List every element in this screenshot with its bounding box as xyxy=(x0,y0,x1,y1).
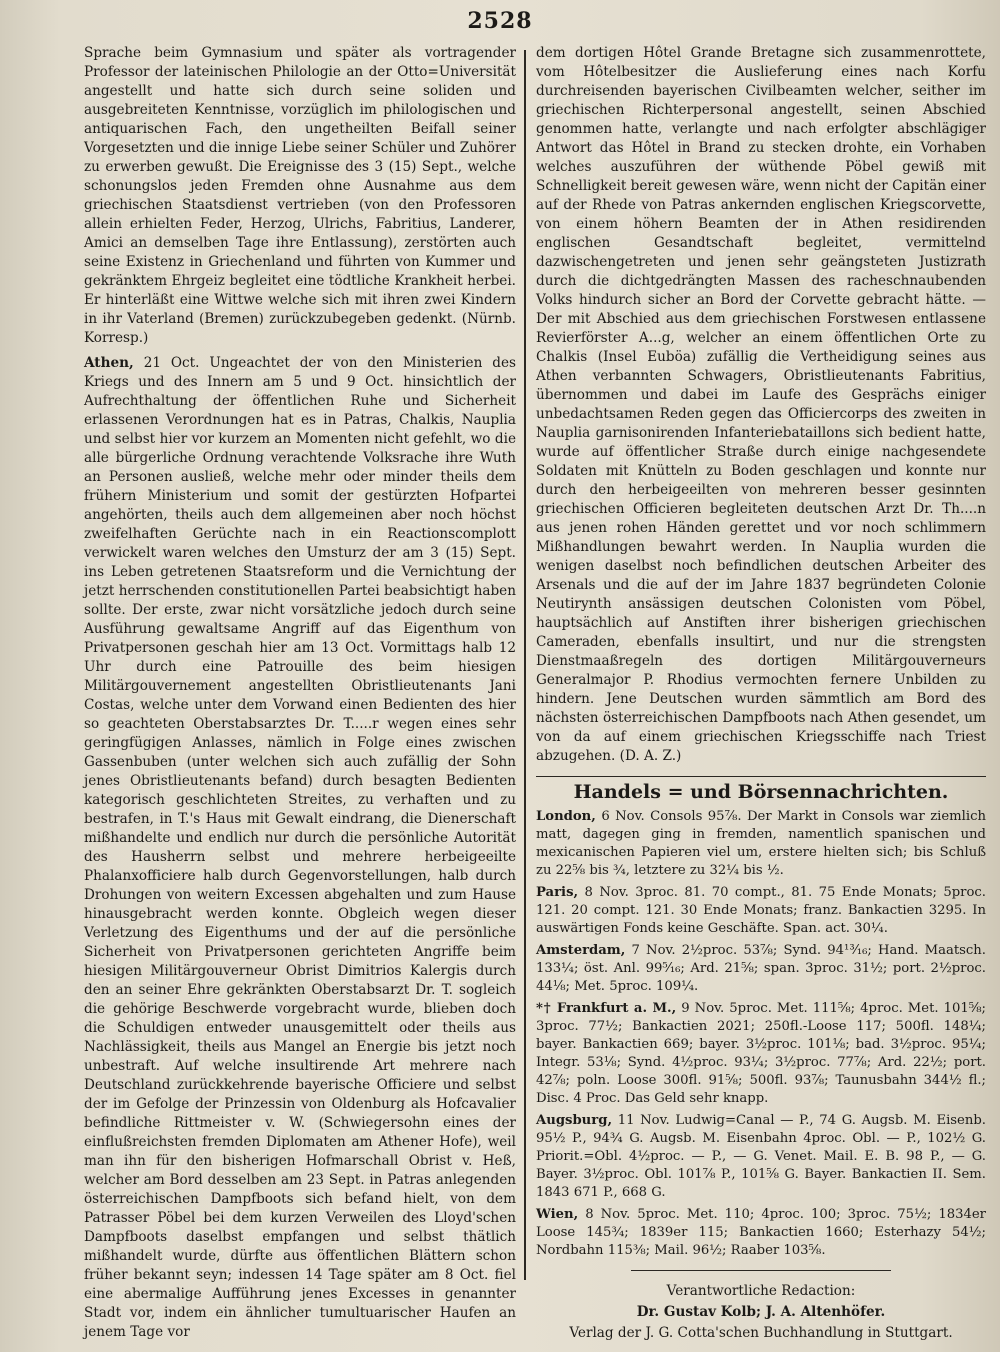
left-column xyxy=(84,44,516,1348)
athens-report-text: 21 Oct. Ungeachtet der von den Ministerien des Kriegs und des Innern am 5 und 9 Oct. hinsichtlich der Aufrechthaltung der öffentlichen Ruhe und Sicherheit erlassenen Verordnungen hat es in Patras, Chalkis, Nauplia und selbst hier vor kurzem an Momenten nicht gefehlt, wo die alle bürgerliche Ordnung verachtende Volksrache ihre Wuth an Personen ausließ, welche mehr oder minder theils dem frühern Ministerium und somit der gestürzten Hofpartei angehörten, theils auch dem allgemeinen aber noch höchst zweifelhaften Gerüchte nach in ein Reactionscomplott verwickelt waren welches den Umsturz der am 3 (15) Sept. ins Leben getretenen Staatsreform und die Vernichtung der jetzt herrschenden constitutionellen Partei beabsichtigt haben sollte. Der erste, zwar nicht vorsätzliche jedoch durch seine Ausführung gewaltsame Angriff auf das Eigenthum von Privatpersonen geschah hier am 13 Oct. Vormittags halb 12 Uhr durch eine Patrouille des beim hiesigen Militärgouvernement angestellten Obristlieutenants Jani Costas, welche unter dem Vorwand einen Bedienten des hier so geachteten Oberstabsarztes Dr. T.....r wegen eines sehr geringfügigen Anlasses, nämlich in Folge eines zwischen Gassenbuben (unter welchen sich auch zufällig der Sohn jenes Obristlieutenants befand) durch besagten Bedienten kategorisch geschlichteten Streites, zu verhaften und zu bestrafen, in T.'s Haus mit Gewalt eindrang, die Dienerschaft mißhandelte und endlich nur durch die persönliche Autorität des Hausherrn selbst und mehrere herbeigeeilte Phalanxofficiere halb durch Gegenvorstellungen, halb durch Drohungen von weitern Excessen abgehalten und zum Hause hinausgebracht werden konnte. Obgleich wegen dieser Verletzung des Eigenthums und der auf die persönliche Sicherheit von Privatpersonen gerichteten Angriffe beim hiesigen Militärgouverneur Obrist Dimitrios Kalergis durch den an seiner Ehre gekränkten Oberstabsarzt Dr. T. sogleich die gehörige Beschwerde vorgebracht wurde, blieben doch die Schuldigen entweder unausgemittelt oder theils aus Nachlässigkeit, theils aus Mangel an Energie bis jetzt noch unbestraft. Auf welche insultirende Art mehrere nach Deutschland zurückkehrende bayerische Officiere und selbst der im Gefolge der Prinzessin von Oldenburg als Hofcavalier befindliche Rittmeister v. W. (Schwiegersohn eines der einflußreichsten fremden Diplomaten am Athener Hofe), weil man ihn für den bisherigen Hofmarschall Obrist v. Heß, welcher am Bord desselben am 23 Sept. in Patras anlegenden österreichischen Dampfboots sich befand hielt, von dem Patrasser Pöbel bei dem kurzen Verweilen des Lloyd'schen Dampfboots daselbst empfangen und selbst thätlich mißhandelt wurde, dürfte aus öffentlichen Blättern schon früher bekannt seyn; indessen 14 Tage später am 8 Oct. fiel eine abermalige Aufführung jenes Excesses in genannter Stadt vor, indem ein ähnlicher tumultuarischer Haufen an jenem Tage vor xyxy=(84,355,516,1340)
article-paragraph: Sprache beim Gymnasium und später als vortragender Professor der lateinischen Philologie an der Otto=Universität angestellt und hatte sich durch seine soliden und ausgebreiteten Kenntnisse, vorzüglich im philologischen und antiquarischen Fach, den ungetheilten Beifall seiner Vorgesetzten und die innige Liebe seiner Schüler und Zuhörer zu erwerben gewußt. Die Ereignisse des 3 (15) Sept., welche schonungslos jeden Fremden ohne Ausnahme aus dem griechischen Staatsdienst vertrieben (von den Professoren allein erhielten Feder, Herzog, Ulrichs, Fabritius, Landerer, Amici an demselben Tage ihre Entlassung), zerstörten auch seine Existenz in Griechenland und führten von Kummer und gekränktem Ehrgeiz begleitet eine tödtliche Krankheit herbei. Er hinterläßt eine Wittwe welche sich mit ihren zwei Kindern in ihr Vaterland (Bremen) zurückzubegeben gedenkt. (Nürnb. Korresp.) xyxy=(84,45,516,346)
imprint-publisher: Verlag der J. G. Cotta'schen Buchhandlung in Stuttgart. xyxy=(569,1325,953,1341)
market-report-amsterdam xyxy=(536,942,986,996)
city-name: London, xyxy=(536,809,596,824)
city-name: Amsterdam, xyxy=(536,943,626,958)
city-name: Paris, xyxy=(536,885,579,900)
market-text: 11 Nov. Ludwig=Canal — P., 74 G. Augsb. M. Eisenb. 95½ P., 94¾ G. Augsb. M. Eisenbahn 4proc. Obl. — P., 102½ G. Priorit.=Obl. 4½proc. — P., — G. Venet. Mail. E. B. 98 P., — G. Bayer. 3½proc. Obl. 101⅞ P., 101⅝ G. Bayer. Bankactien II. Sem. 1843 671 P., 668 G. xyxy=(536,1113,986,1200)
athens-report xyxy=(84,354,516,1342)
market-report-augsburg xyxy=(536,1112,986,1202)
right-column xyxy=(536,44,986,1344)
market-text: 9 Nov. 5proc. Met. 111⅝; 4proc. Met. 101⅝; 3proc. 77½; Bankactien 2021; 250fl.-Loose 117; 500fl. 148¼; bayer. Bankactien 669; bayer. 3½proc. 101⅛; bad. 3½proc. 95¼; Integr. 53⅛; Synd. 4½proc. 93¼; 3½proc. 77⅞; Ard. 22½; port. 42⅞; poln. Loose 300fl. 91⅝; 500fl. 93⅞; Taunusbahn 344½ fl.; Disc. 4 Proc. Das Geld sehr knapp. xyxy=(536,1001,986,1106)
market-report-wien xyxy=(536,1206,986,1260)
market-text: 6 Nov. Consols 95⅞. Der Markt in Consols war ziemlich matt, dagegen ging in fremden, namentlich spanischen und mexicanischen Papieren viel um, erstere hielten sich; bis Schluß zu 22⅝ bis ¾, letztere zu 32¼ bis ½. xyxy=(536,809,986,878)
city-name: Augsburg, xyxy=(536,1113,613,1128)
city-name: Wien, xyxy=(536,1207,579,1222)
market-report-london xyxy=(536,808,986,880)
market-text: 8 Nov. 5proc. Met. 110; 4proc. 100; 3proc. 75½; 1834er Loose 145¾; 1839er 115; Bankactien 1660; Esterhazy 54½; Nordbahn 115⅜; Mail. 96½; Raaber 103⅝. xyxy=(536,1207,986,1258)
market-text: 7 Nov. 2½proc. 53⅞; Synd. 94¹³⁄₁₆; Hand. Maatsch. 133¼; öst. Anl. 99⁵⁄₁₆; Ard. 21⅝; span. 3proc. 31½; port. 2½proc. 44⅛; Met. 5proc. 109¼. xyxy=(536,943,986,994)
market-report-paris xyxy=(536,884,986,938)
imprint-divider xyxy=(631,1270,891,1271)
market-text: 8 Nov. 3proc. 81. 70 compt., 81. 75 Ende Monats; 5proc. 121. 20 compt. 121. 30 Ende Monats; franz. Bankactien 3295. In auswärtigen Fonds keine Geschäfte. Span. act. 30¼. xyxy=(536,885,986,936)
imprint-editors: Dr. Gustav Kolb; J. A. Altenhöfer. xyxy=(636,1304,886,1320)
column-divider xyxy=(524,50,526,1280)
page-number: 2528 xyxy=(467,8,533,34)
dateline-athens: Athen, xyxy=(84,355,134,371)
market-report-frankfurt xyxy=(536,1000,986,1108)
imprint xyxy=(536,1270,986,1344)
city-name: *† Frankfurt a. M., xyxy=(536,1001,677,1016)
section-title: Handels = und Börsennachrichten. xyxy=(536,776,986,802)
article-paragraph: dem dortigen Hôtel Grande Bretagne sich zusammenrottete, vom Hôtelbesitzer die Auslieferung eines nach Korfu durchreisenden bayerischen Civilbeamten welcher, seither im griechischen Richterpersonal angestellt, seinen Abschied genommen hatte, verlangte und nach erfolgter abschlägiger Antwort das Hôtel in Brand zu stecken drohte, ein Vorhaben welches auszuführen der wüthende Pöbel gewiß mit Schnelligkeit bereit gewesen wäre, wenn nicht der Capitän einer auf der Rhede von Patras ankernden englischen Kriegscorvette, von einem höhern Beamten der in Athen residirenden englischen Gesandtschaft begleitet, vermittelnd dazwischengetreten und jenen sehr geängsteten Justizrath durch die dichtgedrängten Massen des racheschnaubenden Volks hindurch sicher an Bord der Corvette gebracht hätte. — Der mit Abschied aus dem griechischen Forstwesen entlassene Revierförster A...g, welcher an einem öffentlichen Orte zu Chalkis (Insel Euböa) zufällig die Vertheidigung seines aus Athen verbannten Schwagers, Obristlieutenants Fabritius, übernommen und dabei im Laufe des Gesprächs einiger unbedachtsamen Reden gegen das Officiercorps des zweiten in Nauplia garnisonirenden Infanteriebataillons sich bedient hatte, wurde auf öffentlicher Straße durch einige nachgesendete Soldaten mit Knütteln zu Boden geschlagen und konnte nur durch den herbeigeeilten von mehreren besser gesinnten griechischen Officieren begleiteten deutschen Arzt Dr. Th....n aus jenen rohen Händen gerettet und vor noch schlimmern Mißhandlungen bewahrt werden. In Nauplia wurden die wenigen daselbst noch befindlichen deutschen Arbeiter des Arsenals und die auf der im Jahre 1837 begründeten Colonie Neutirynth ansässigen deutschen Colonisten vom Pöbel, hauptsächlich auf Anstiften ihrer bisherigen griechischen Cameraden, ebenfalls insultirt, und nur die strengsten Dienstmaaßregeln des dortigen Militärgouverneurs Generalmajor P. Rhodius vermochten fernere Unbilden zu hindern. Jene Deutschen wurden sämmtlich am Bord des nächsten österreichischen Dampfboots nach Athen gesendet, um von da auf einem griechischen Kriegsschiffe nach Triest abzugehen. (D. A. Z.) xyxy=(536,45,986,764)
imprint-label: Verantwortliche Redaction: xyxy=(666,1283,856,1299)
